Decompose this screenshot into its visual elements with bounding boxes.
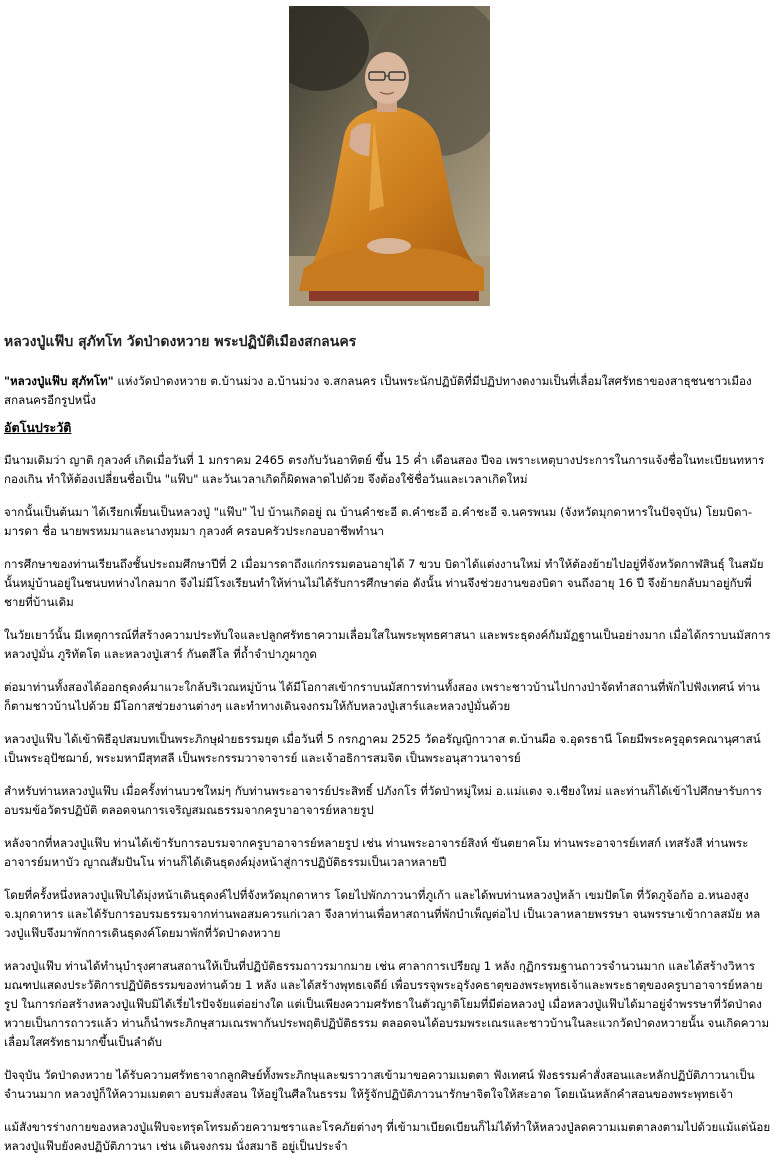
paragraph-education: การศึกษาของท่านเรียนถึงชั้นประถมศึกษาปีที่ 2 เมื่อมารดาถึงแก่กรรมตอนอายุได้ 7 ขวบ บิดาได้แต่งงานใหม่ ทำให้ต้องย้ายไปอยู่ที่จังหวัดกาฬสินธุ์ ในสมัยนั้นหมู่บ้านอยู่ในชนบทห่างไกลมาก จึงไม่มีโรงเรียนทำให้ท่านไม่ได้รับการศึกษาต่อ ดังนั้น ท่านจึงช่วยงานของบิดา จนถึงอายุ 16 ปี จึงย้ายกลับมาอยู่กับพี่ชายที่บ้านเดิม (4, 557, 764, 609)
section-title-biography: อัตโนประวัติ (4, 420, 72, 435)
monk-portrait-photo (289, 6, 490, 306)
paragraph-construction: หลวงปู่แฟ๊บ ท่านได้ทำนุบำรุงศาสนสถานให้เป็นที่ปฏิบัติธรรมถาวรมากมาย เช่น ศาลาการเปรียญ 1 หลัง กุฏิกรรมฐานถาวรจำนวนมาก และได้สร้างวิหารมณฑปแสดงประวัติการปฏิบัติธรรมของท่านด้วย 1 หลัง และได้สร้างพุทธเจดีย์ เพื่อบรรจุพระอุรังคธาตุของพระพุทธเจ้าและพระธาตุของครูบาอาจารย์หลายรูป ในการก่อสร้างหลวงปู่แฟ๊บมิได้เรี่ยไรปัจจัยแต่อย่างใด แต่เป็นเพียงความศรัทธาในตัวญาติโยมที่มีต่อหลวงปู่ เมื่อหลวงปู่แฟ๊บได้มาอยู่จำพรรษาที่วัดป่าดงหวายเป็นการถาวรแล้ว ท่านก็นำพระภิกษุสามเณรพากันประพฤติปฏิบัติธรรม ตลอดจนได้อบรมพระเณรและชาวบ้านในละแวกวัดป่าดงหวายนั้น จนเกิดความเลื่อมใสศรัทธามากขึ้นเป็นลำดับ (4, 959, 770, 1049)
paragraph-present: ปัจจุบัน วัดป่าดงหวาย ได้รับความศรัทธาจากลูกศิษย์ทั้งพระภิกษุและฆราวาสเข้ามาขอความเมตตา ฟังเทศน์ ฟังธรรมคำสั่งสอนและหลักปฏิบัติภาวนาเป็นจำนวนมาก หลวงปู่ก็ให้ความเมตตา อบรมสั่งสอน ให้อยู่ในศีลในธรรม ให้รู้จักปฏิบัติภาวนารักษาจิตใจให้สะอาด โดยเน้นหลักคำสอนของพระพุทธเจ้า (4, 1068, 755, 1101)
paragraph-dhutanga: โดยที่ครั้งหนึ่งหลวงปู่แฟ๊บได้มุ่งหน้าเดินธุดงค์ไปที่จังหวัดมุกดาหาร โดยไปพักภาวนาที่ภูเก้า และได้พบท่านหลวงปู่หล้า เขมปัตโต ที่วัดภูจ้อก้อ อ.หนองสูง จ.มุกดาหาร และได้รับการอบรมธรรมจากท่านพอสมควรแก่เวลา จึงลาท่านเพื่อหาสถานที่พักบำเพ็ญต่อไป เป็นเวลาหลายพรรษา จนพรรษาเข้ากาลสมัย หลวงปู่แฟ๊บจึงมาพักการเดินธุดงค์โดยมาพักที่วัดป่าดงหวาย (4, 888, 761, 940)
paragraph-ordination: หลวงปู่แฟ๊บ ได้เข้าพิธีอุปสมบทเป็นพระภิกษุฝ่ายธรรมยุต เมื่อวันที่ 5 กรกฎาคม 2525 วัดอรัญญิกาวาส ต.บ้านผือ จ.อุดรธานี โดยมีพระครูอุดรคณานุศาสน์ เป็นพระอุปัชฌาย์, พระมหามีสุทสลี เป็นพระกรรมวาจาจารย์ และเจ้าอธิการสมจิต เป็นพระอนุสาวนาจารย์ (4, 732, 761, 765)
intro-monk-name: "หลวงปู่แฟ๊บ สุภัทโท" (4, 374, 114, 388)
paragraph-meeting-masters: ต่อมาท่านทั้งสองได้ออกธุดงค์มาแวะใกล้บริเวณหมู่บ้าน ได้มีโอกาสเข้ากราบนมัสการท่านทั้งสอง เพราะชาวบ้านไปกางป่าจัดทำสถานที่พักไปฟังเทศน์ ท่านก็ตามชาวบ้านไปด้วย มีโอกาสช่วยงานต่างๆ และทำทางเดินจงกรมให้กับหลวงปู่เสาร์และหลวงปู่มั่นด้วย (4, 680, 760, 713)
paragraph-early-training: สำหรับท่านหลวงปู่แฟ๊บ เมื่อครั้งท่านบวชใหม่ๆ กับท่านพระอาจารย์ประสิทธิ์ ปภังกโร ที่วัดป่าหมู่ใหม่ อ.แม่แตง จ.เชียงใหม่ และท่านก็ได้เข้าไปศึกษารับการอบรมข้อวัตรปฏิบัติ ตลอดจนการเจริญสมณธรรมจากครูบาอาจารย์หลายรูป (4, 784, 762, 817)
article-title: หลวงปู่แฟ๊บ สุภัทโท วัดป่าดงหวาย พระปฏิบัติเมืองสกลนคร (4, 334, 357, 350)
paragraph-hometown: จากนั้นเป็นต้นมา ได้เรียกเพี้ยนเป็นหลวงปู่ "แฟ๊บ" ไป บ้านเกิดอยู่ ณ บ้านคำชะอี ต.คำชะอี อ.คำชะอี จ.นครพนม (จังหวัดมุกดาหารในปัจจุบัน) โยมบิดา-มารดา ชื่อ นายพรหมมาและนางทุมมา กุลวงศ์ ครอบครัวประกอบอาชีพทำนา (4, 505, 753, 538)
paragraph-youth: ในวัยเยาว์นั้น มีเหตุการณ์ที่สร้างความประทับใจและปลูกศรัทธาความเลื่อมใสในพระพุทธศาสนา และพระธุดงค์กัมมัฏฐานเป็นอย่างมาก เมื่อได้กราบนมัสการหลวงปู่มั่น ภูริทัตโต และหลวงปู่เสาร์ กันตสีโล ที่ถ้ำจำปาภูผากูด (4, 628, 771, 661)
paragraph-birth: มีนามเดิมว่า ญาติ กุลวงศ์ เกิดเมื่อวันที่ 1 มกราคม 2465 ตรงกับวันอาทิตย์ ขึ้น 15 ค่ำ เดือนสอง ปีจอ เพราะเหตุบางประการในการแจ้งชื่อในทะเบียนทหารกองเกิน ทำให้ต้องเปลี่ยนชื่อเป็น "แฟ๊บ" และวันเวลาเกิดก็ผิดพลาดไปด้วย จึงต้องใช้ชื่อวันและเวลาเกิดใหม่ (4, 453, 765, 486)
intro-paragraph (4, 372, 772, 410)
intro-text: แห่งวัดป่าดงหวาย ต.บ้านม่วง อ.บ้านม่วง จ.สกลนคร เป็นพระนักปฏิบัติที่มีปฏิปทางดงามเป็นที่เลื่อมใสศรัทธาของสาธุชนชาวเมือง สกลนครอีกรูปหนึ่ง (4, 374, 752, 407)
paragraph-teachers: หลังจากที่หลวงปู่แฟ๊บ ท่านได้เข้ารับการอบรมจากครูบาอาจารย์หลายรูป เช่น ท่านพระอาจารย์สิงห์ ขันตยาคโม ท่านพระอาจารย์เทสก์ เทสรังสี ท่านพระอาจารย์มหาบัว ญาณสัมปันโน ท่านก็ได้เดินธุดงค์มุ่งหน้าสู่การปฏิบัติธรรมเป็นเวลาหลายปี (4, 836, 749, 869)
paragraph-old-age: แม้สังขารร่างกายของหลวงปู่แฟ๊บจะทรุดโทรมด้วยความชราและโรคภัยต่างๆ ที่เข้ามาเบียดเบียนก็ไม่ได้ทำให้หลวงปู่ลดความเมตตาลงตามไปด้วยแม้แต่น้อย หลวงปู่แฟ๊บยังคงปฏิบัติภาวนา เช่น เดินจงกรม นั่งสมาธิ อยู่เป็นประจำ (4, 1120, 771, 1153)
article-content (4, 332, 772, 1170)
